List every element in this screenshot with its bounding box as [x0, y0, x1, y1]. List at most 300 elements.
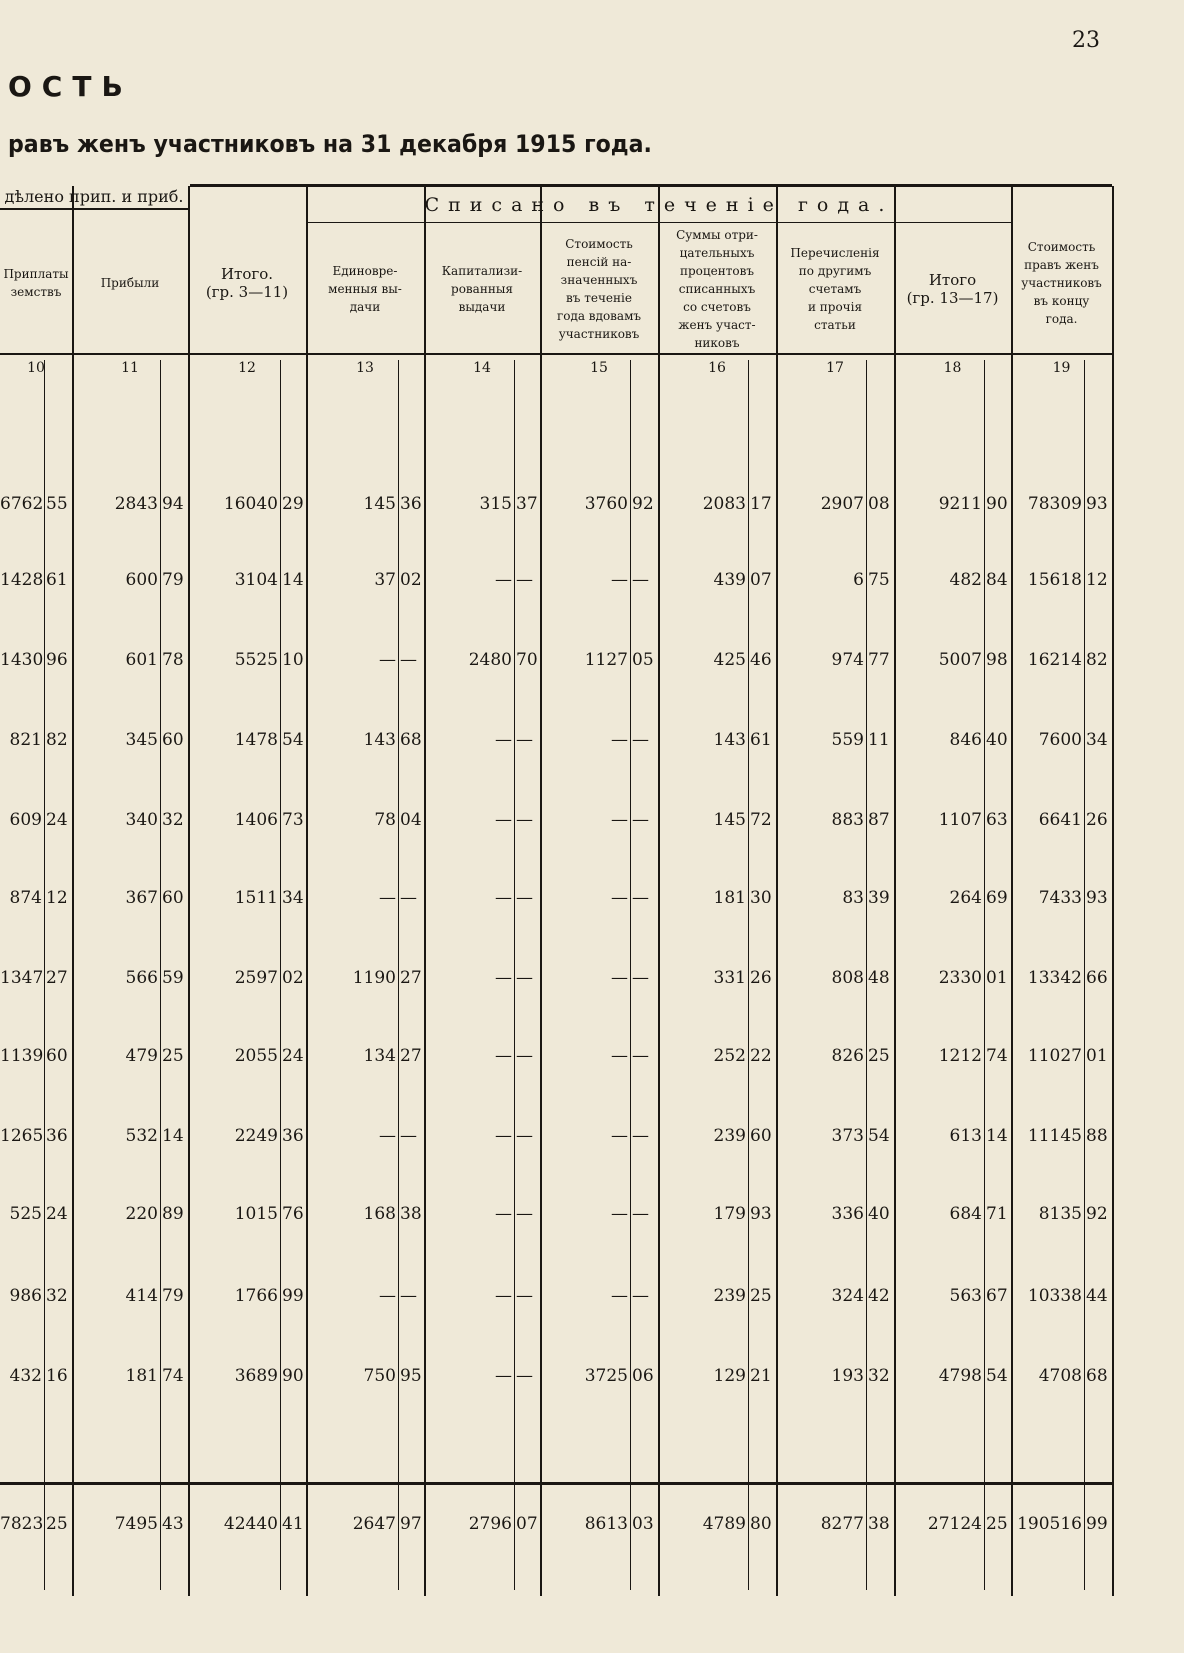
row-8-col12-kopecks: 24 [282, 1046, 304, 1066]
row-1-col12-kopecks: 29 [282, 494, 304, 514]
row-7-col11-kopecks: 59 [162, 968, 184, 988]
row-6-col18-rubles: 264 [949, 888, 982, 908]
row-6-col13-kopecks: — [400, 888, 417, 908]
row-7-col14-rubles: — [495, 968, 512, 988]
cents-rule-1 [160, 360, 161, 1590]
row-12-col12-rubles: 3689 [234, 1366, 278, 1386]
header-left-rule [0, 208, 190, 210]
row-5-col17-kopecks: 87 [868, 810, 890, 830]
row-1-col13-rubles: 145 [363, 494, 396, 514]
row-7-col10-kopecks: 27 [46, 968, 68, 988]
row-4-col16-rubles: 143 [713, 730, 746, 750]
totals-row-col18-kopecks: 25 [986, 1514, 1008, 1534]
totals-row-col17-kopecks: 38 [868, 1514, 890, 1534]
column-number-17: 17 [826, 360, 844, 376]
row-1-col18-kopecks: 90 [986, 494, 1008, 514]
row-5-col10-rubles: 609 [9, 810, 42, 830]
row-7-col17-rubles: 808 [831, 968, 864, 988]
row-12-col14-rubles: — [495, 1366, 512, 1386]
row-2-col12-kopecks: 14 [282, 570, 304, 590]
row-4-col19-kopecks: 34 [1086, 730, 1108, 750]
row-8-col11-rubles: 479 [125, 1046, 158, 1066]
row-4-col19-rubles: 7600 [1038, 730, 1082, 750]
totals-row-col14-kopecks: 07 [516, 1514, 538, 1534]
row-6-col11-rubles: 367 [125, 888, 158, 908]
row-11-col12-kopecks: 99 [282, 1286, 304, 1306]
row-12-col10-rubles: 432 [9, 1366, 42, 1386]
row-11-col13-kopecks: — [400, 1286, 417, 1306]
row-3-col10-kopecks: 96 [46, 650, 68, 670]
row-11-col11-rubles: 414 [125, 1286, 158, 1306]
row-8-col15-rubles: — [611, 1046, 628, 1066]
row-4-col10-kopecks: 82 [46, 730, 68, 750]
row-12-col15-rubles: 3725 [584, 1366, 628, 1386]
row-6-col16-kopecks: 30 [750, 888, 772, 908]
row-4-col18-kopecks: 40 [986, 730, 1008, 750]
row-3-col16-rubles: 425 [713, 650, 746, 670]
row-12-col11-kopecks: 74 [162, 1366, 184, 1386]
column-number-12: 12 [238, 360, 256, 376]
row-4-col15-kopecks: — [632, 730, 649, 750]
row-3-col10-rubles: 1430 [0, 650, 44, 670]
row-8-col18-rubles: 1212 [938, 1046, 982, 1066]
row-3-col17-rubles: 974 [831, 650, 864, 670]
row-4-col12-kopecks: 54 [282, 730, 304, 750]
row-7-col16-kopecks: 26 [750, 968, 772, 988]
row-5-col11-rubles: 340 [125, 810, 158, 830]
row-7-col12-kopecks: 02 [282, 968, 304, 988]
row-8-col11-kopecks: 25 [162, 1046, 184, 1066]
row-3-col19-rubles: 16214 [1027, 650, 1082, 670]
row-6-col14-rubles: — [495, 888, 512, 908]
row-2-col18-rubles: 482 [949, 570, 982, 590]
cents-rule-9 [1084, 360, 1085, 1590]
row-5-col19-rubles: 6641 [1038, 810, 1082, 830]
row-3-col18-kopecks: 98 [986, 650, 1008, 670]
row-2-col19-kopecks: 12 [1086, 570, 1108, 590]
cents-rule-2 [280, 360, 281, 1590]
cents-rule-7 [866, 360, 867, 1590]
row-5-col10-kopecks: 24 [46, 810, 68, 830]
table-top-rule [190, 184, 1112, 187]
row-9-col19-rubles: 11145 [1027, 1126, 1082, 1146]
row-4-col10-rubles: 821 [9, 730, 42, 750]
row-3-col14-rubles: 2480 [468, 650, 512, 670]
row-6-col17-rubles: 83 [842, 888, 864, 908]
row-5-col12-kopecks: 73 [282, 810, 304, 830]
row-1-col15-rubles: 3760 [584, 494, 628, 514]
row-8-col13-rubles: 134 [363, 1046, 396, 1066]
row-5-col15-rubles: — [611, 810, 628, 830]
row-5-col13-rubles: 78 [374, 810, 396, 830]
row-8-col10-kopecks: 60 [46, 1046, 68, 1066]
row-10-col17-rubles: 336 [831, 1204, 864, 1224]
row-4-col17-kopecks: 11 [868, 730, 890, 750]
totals-row-col16-rubles: 4789 [702, 1514, 746, 1534]
row-1-col10-rubles: 6762 [0, 494, 44, 514]
row-11-col16-rubles: 239 [713, 1286, 746, 1306]
row-10-col15-rubles: — [611, 1204, 628, 1224]
row-12-col12-kopecks: 90 [282, 1366, 304, 1386]
row-8-col14-kopecks: — [516, 1046, 533, 1066]
row-4-col11-kopecks: 60 [162, 730, 184, 750]
row-5-col15-kopecks: — [632, 810, 649, 830]
row-10-col11-rubles: 220 [125, 1204, 158, 1224]
row-2-col11-kopecks: 79 [162, 570, 184, 590]
row-12-col19-kopecks: 68 [1086, 1366, 1108, 1386]
row-2-col16-kopecks: 07 [750, 570, 772, 590]
row-10-col17-kopecks: 40 [868, 1204, 890, 1224]
row-4-col11-rubles: 345 [125, 730, 158, 750]
row-1-col16-kopecks: 17 [750, 494, 772, 514]
row-3-col11-rubles: 601 [125, 650, 158, 670]
row-1-col19-kopecks: 93 [1086, 494, 1108, 514]
row-3-col15-kopecks: 05 [632, 650, 654, 670]
row-4-col14-rubles: — [495, 730, 512, 750]
row-3-col13-kopecks: — [400, 650, 417, 670]
totals-row-col11-rubles: 7495 [114, 1514, 158, 1534]
row-11-col10-kopecks: 32 [46, 1286, 68, 1306]
column-header-14: Капитализи- рованныя выдачи [441, 263, 523, 314]
totals-row-col16-kopecks: 80 [750, 1514, 772, 1534]
column-number-16: 16 [708, 360, 726, 376]
row-1-col14-rubles: 315 [479, 494, 512, 514]
row-10-col13-kopecks: 38 [400, 1204, 422, 1224]
heading-title: ОСТЬ [8, 70, 133, 103]
column-header-13: Единовре- менныя вы- дачи [328, 263, 402, 314]
row-5-col13-kopecks: 04 [400, 810, 422, 830]
row-2-col16-rubles: 439 [713, 570, 746, 590]
row-1-col17-kopecks: 08 [868, 494, 890, 514]
row-7-col11-rubles: 566 [125, 968, 158, 988]
row-9-col14-kopecks: — [516, 1126, 533, 1146]
row-9-col17-rubles: 373 [831, 1126, 864, 1146]
row-6-col17-kopecks: 39 [868, 888, 890, 908]
row-10-col14-rubles: — [495, 1204, 512, 1224]
cents-rule-6 [748, 360, 749, 1590]
row-1-col15-kopecks: 92 [632, 494, 654, 514]
row-3-col17-kopecks: 77 [868, 650, 890, 670]
row-12-col18-kopecks: 54 [986, 1366, 1008, 1386]
row-9-col14-rubles: — [495, 1126, 512, 1146]
column-header-15: Стоимость пенсій на- значенныхъ въ теченіе года вдовамъ участниковъ [556, 236, 642, 341]
row-10-col12-rubles: 1015 [234, 1204, 278, 1224]
totals-row-col19-rubles: 190516 [1017, 1514, 1082, 1534]
row-3-col18-rubles: 5007 [938, 650, 982, 670]
row-6-col16-rubles: 181 [713, 888, 746, 908]
row-3-col16-kopecks: 46 [750, 650, 772, 670]
column-header-17: Перечисленія по другимъ счетамъ и прочія статьи [790, 245, 880, 332]
row-9-col13-rubles: — [379, 1126, 396, 1146]
row-9-col13-kopecks: — [400, 1126, 417, 1146]
cents-rule-3 [398, 360, 399, 1590]
column-number-13: 13 [356, 360, 374, 376]
row-8-col18-kopecks: 74 [986, 1046, 1008, 1066]
row-1-col11-rubles: 2843 [114, 494, 158, 514]
row-5-col18-rubles: 1107 [938, 810, 982, 830]
row-11-col15-kopecks: — [632, 1286, 649, 1306]
row-10-col18-rubles: 684 [949, 1204, 982, 1224]
column-number-10: 10 [27, 360, 45, 376]
totals-row-col10-kopecks: 25 [46, 1514, 68, 1534]
row-6-col13-rubles: — [379, 888, 396, 908]
row-1-col11-kopecks: 94 [162, 494, 184, 514]
totals-row-col11-kopecks: 43 [162, 1514, 184, 1534]
group-header-written-off: Списано въ теченіе года. [424, 194, 894, 216]
row-6-col12-rubles: 1511 [234, 888, 278, 908]
row-9-col19-kopecks: 88 [1086, 1126, 1108, 1146]
totals-row-col12-kopecks: 41 [282, 1514, 304, 1534]
totals-row-col12-rubles: 42440 [223, 1514, 278, 1534]
row-7-col15-rubles: — [611, 968, 628, 988]
row-9-col11-rubles: 532 [125, 1126, 158, 1146]
row-8-col19-kopecks: 01 [1086, 1046, 1108, 1066]
column-header-10: Приплаты земствъ [3, 266, 69, 299]
row-10-col19-rubles: 8135 [1038, 1204, 1082, 1224]
row-10-col10-kopecks: 24 [46, 1204, 68, 1224]
row-5-col12-rubles: 1406 [234, 810, 278, 830]
column-number-19: 19 [1052, 360, 1071, 376]
row-2-col15-rubles: — [611, 570, 628, 590]
row-2-col11-rubles: 600 [125, 570, 158, 590]
row-7-col19-rubles: 13342 [1027, 968, 1082, 988]
row-3-col14-kopecks: 70 [516, 650, 538, 670]
row-12-col18-rubles: 4798 [938, 1366, 982, 1386]
row-5-col16-rubles: 145 [713, 810, 746, 830]
row-12-col11-rubles: 181 [125, 1366, 158, 1386]
row-5-col11-kopecks: 32 [162, 810, 184, 830]
row-7-col16-rubles: 331 [713, 968, 746, 988]
cents-rule-5 [630, 360, 631, 1590]
row-12-col13-kopecks: 95 [400, 1366, 422, 1386]
row-1-col18-rubles: 9211 [938, 494, 982, 514]
row-1-col14-kopecks: 37 [516, 494, 538, 514]
row-6-col19-rubles: 7433 [1038, 888, 1082, 908]
row-8-col16-kopecks: 22 [750, 1046, 772, 1066]
row-12-col15-kopecks: 06 [632, 1366, 654, 1386]
row-7-col15-kopecks: — [632, 968, 649, 988]
totals-row-col15-kopecks: 03 [632, 1514, 654, 1534]
row-9-col10-kopecks: 36 [46, 1126, 68, 1146]
column-header-16: Суммы отри- цательныхъ процентовъ списанныхъ со счетовъ женъ участ- никовъ [676, 227, 758, 350]
row-11-col18-kopecks: 67 [986, 1286, 1008, 1306]
row-7-col18-kopecks: 01 [986, 968, 1008, 988]
column-rule-9 [1112, 186, 1114, 1596]
row-10-col13-rubles: 168 [363, 1204, 396, 1224]
row-4-col15-rubles: — [611, 730, 628, 750]
totals-row-col18-rubles: 27124 [927, 1514, 982, 1534]
row-1-col17-rubles: 2907 [820, 494, 864, 514]
row-11-col19-rubles: 10338 [1027, 1286, 1082, 1306]
totals-row-col15-rubles: 8613 [584, 1514, 628, 1534]
row-12-col10-kopecks: 16 [46, 1366, 68, 1386]
row-9-col16-rubles: 239 [713, 1126, 746, 1146]
row-1-col13-kopecks: 36 [400, 494, 422, 514]
column-number-11: 11 [121, 360, 139, 376]
row-12-col16-kopecks: 21 [750, 1366, 772, 1386]
row-7-col18-rubles: 2330 [938, 968, 982, 988]
column-number-15: 15 [590, 360, 608, 376]
row-9-col15-rubles: — [611, 1126, 628, 1146]
row-5-col14-kopecks: — [516, 810, 533, 830]
row-5-col14-rubles: — [495, 810, 512, 830]
row-11-col10-rubles: 986 [9, 1286, 42, 1306]
row-2-col19-rubles: 15618 [1027, 570, 1082, 590]
row-2-col13-rubles: 37 [374, 570, 396, 590]
row-8-col19-rubles: 11027 [1027, 1046, 1082, 1066]
row-7-col19-kopecks: 66 [1086, 968, 1108, 988]
row-9-col12-kopecks: 36 [282, 1126, 304, 1146]
heading-subtitle: равъ женъ участниковъ на 31 декабря 1915 года. [8, 130, 652, 158]
row-2-col14-kopecks: — [516, 570, 533, 590]
row-10-col10-rubles: 525 [9, 1204, 42, 1224]
row-6-col19-kopecks: 93 [1086, 888, 1108, 908]
row-11-col18-rubles: 563 [949, 1286, 982, 1306]
row-3-col11-kopecks: 78 [162, 650, 184, 670]
row-10-col16-rubles: 179 [713, 1204, 746, 1224]
row-12-col17-kopecks: 32 [868, 1366, 890, 1386]
row-1-col16-rubles: 2083 [702, 494, 746, 514]
row-6-col15-kopecks: — [632, 888, 649, 908]
row-6-col11-kopecks: 60 [162, 888, 184, 908]
row-8-col13-kopecks: 27 [400, 1046, 422, 1066]
row-9-col18-rubles: 613 [949, 1126, 982, 1146]
row-5-col17-rubles: 883 [831, 810, 864, 830]
column-header-18: Итого (гр. 13—17) [906, 270, 999, 307]
row-4-col13-kopecks: 68 [400, 730, 422, 750]
row-12-col13-rubles: 750 [363, 1366, 396, 1386]
totals-row-col19-kopecks: 99 [1086, 1514, 1108, 1534]
row-7-col17-kopecks: 48 [868, 968, 890, 988]
row-10-col19-kopecks: 92 [1086, 1204, 1108, 1224]
row-11-col19-kopecks: 44 [1086, 1286, 1108, 1306]
row-12-col17-rubles: 193 [831, 1366, 864, 1386]
row-1-col19-rubles: 78309 [1027, 494, 1082, 514]
row-7-col10-rubles: 1347 [0, 968, 44, 988]
row-2-col12-rubles: 3104 [234, 570, 278, 590]
row-2-col13-kopecks: 02 [400, 570, 422, 590]
row-10-col16-kopecks: 93 [750, 1204, 772, 1224]
header-bottom-rule [0, 353, 1112, 355]
row-6-col12-kopecks: 34 [282, 888, 304, 908]
row-9-col12-rubles: 2249 [234, 1126, 278, 1146]
row-8-col17-rubles: 826 [831, 1046, 864, 1066]
row-2-col14-rubles: — [495, 570, 512, 590]
row-3-col12-kopecks: 10 [282, 650, 304, 670]
row-10-col11-kopecks: 89 [162, 1204, 184, 1224]
row-10-col12-kopecks: 76 [282, 1204, 304, 1224]
cents-rule-0 [44, 360, 45, 1590]
row-4-col14-kopecks: — [516, 730, 533, 750]
row-3-col13-rubles: — [379, 650, 396, 670]
row-6-col10-kopecks: 12 [46, 888, 68, 908]
row-8-col12-rubles: 2055 [234, 1046, 278, 1066]
row-10-col14-kopecks: — [516, 1204, 533, 1224]
row-7-col13-kopecks: 27 [400, 968, 422, 988]
row-7-col13-rubles: 1190 [352, 968, 396, 988]
row-4-col17-rubles: 559 [831, 730, 864, 750]
column-header-12: Итого. (гр. 3—11) [205, 264, 289, 301]
row-12-col19-rubles: 4708 [1038, 1366, 1082, 1386]
row-9-col18-kopecks: 14 [986, 1126, 1008, 1146]
row-6-col15-rubles: — [611, 888, 628, 908]
group-header-left: дѣлено прип. и приб. [4, 187, 184, 206]
row-10-col15-kopecks: — [632, 1204, 649, 1224]
row-1-col10-kopecks: 55 [46, 494, 68, 514]
row-9-col10-rubles: 1265 [0, 1126, 44, 1146]
row-3-col15-rubles: 1127 [584, 650, 628, 670]
totals-row-col13-rubles: 2647 [352, 1514, 396, 1534]
column-number-18: 18 [943, 360, 962, 376]
row-6-col18-kopecks: 69 [986, 888, 1008, 908]
row-4-col12-rubles: 1478 [234, 730, 278, 750]
row-10-col18-kopecks: 71 [986, 1204, 1008, 1224]
row-1-col12-rubles: 16040 [223, 494, 278, 514]
row-6-col14-kopecks: — [516, 888, 533, 908]
row-8-col14-rubles: — [495, 1046, 512, 1066]
column-header-19: Стоимость правъ женъ участниковъ въ концу года. [1021, 239, 1102, 326]
row-11-col12-rubles: 1766 [234, 1286, 278, 1306]
row-2-col17-rubles: 6 [853, 570, 864, 590]
row-3-col19-kopecks: 82 [1086, 650, 1108, 670]
row-5-col19-kopecks: 26 [1086, 810, 1108, 830]
row-5-col18-kopecks: 63 [986, 810, 1008, 830]
row-11-col16-kopecks: 25 [750, 1286, 772, 1306]
row-11-col17-kopecks: 42 [868, 1286, 890, 1306]
row-11-col15-rubles: — [611, 1286, 628, 1306]
row-6-col10-rubles: 874 [9, 888, 42, 908]
row-8-col10-rubles: 1139 [0, 1046, 44, 1066]
row-5-col16-kopecks: 72 [750, 810, 772, 830]
column-number-14: 14 [473, 360, 491, 376]
totals-row-col14-rubles: 2796 [468, 1514, 512, 1534]
row-12-col16-rubles: 129 [713, 1366, 746, 1386]
row-2-col15-kopecks: — [632, 570, 649, 590]
row-4-col16-kopecks: 61 [750, 730, 772, 750]
row-7-col12-rubles: 2597 [234, 968, 278, 988]
row-7-col14-kopecks: — [516, 968, 533, 988]
row-4-col18-rubles: 846 [949, 730, 982, 750]
row-9-col16-kopecks: 60 [750, 1126, 772, 1146]
totals-row-col13-kopecks: 97 [400, 1514, 422, 1534]
totals-top-rule [0, 1482, 1112, 1485]
row-2-col10-kopecks: 61 [46, 570, 68, 590]
row-4-col13-rubles: 143 [363, 730, 396, 750]
row-9-col15-kopecks: — [632, 1126, 649, 1146]
row-9-col17-kopecks: 54 [868, 1126, 890, 1146]
column-header-11: Прибыли [100, 275, 160, 290]
row-11-col17-rubles: 324 [831, 1286, 864, 1306]
row-11-col14-kopecks: — [516, 1286, 533, 1306]
row-3-col12-rubles: 5525 [234, 650, 278, 670]
totals-row-col17-rubles: 8277 [820, 1514, 864, 1534]
row-11-col13-rubles: — [379, 1286, 396, 1306]
row-2-col18-kopecks: 84 [986, 570, 1008, 590]
cents-rule-4 [514, 360, 515, 1590]
row-8-col16-rubles: 252 [713, 1046, 746, 1066]
totals-row-col10-rubles: 7823 [0, 1514, 44, 1534]
row-2-col17-kopecks: 75 [868, 570, 890, 590]
row-9-col11-kopecks: 14 [162, 1126, 184, 1146]
row-8-col17-kopecks: 25 [868, 1046, 890, 1066]
row-12-col14-kopecks: — [516, 1366, 533, 1386]
row-11-col11-kopecks: 79 [162, 1286, 184, 1306]
cents-rule-8 [984, 360, 985, 1590]
row-8-col15-kopecks: — [632, 1046, 649, 1066]
page-number: 23 [1072, 28, 1100, 53]
row-11-col14-rubles: — [495, 1286, 512, 1306]
row-2-col10-rubles: 1428 [0, 570, 44, 590]
